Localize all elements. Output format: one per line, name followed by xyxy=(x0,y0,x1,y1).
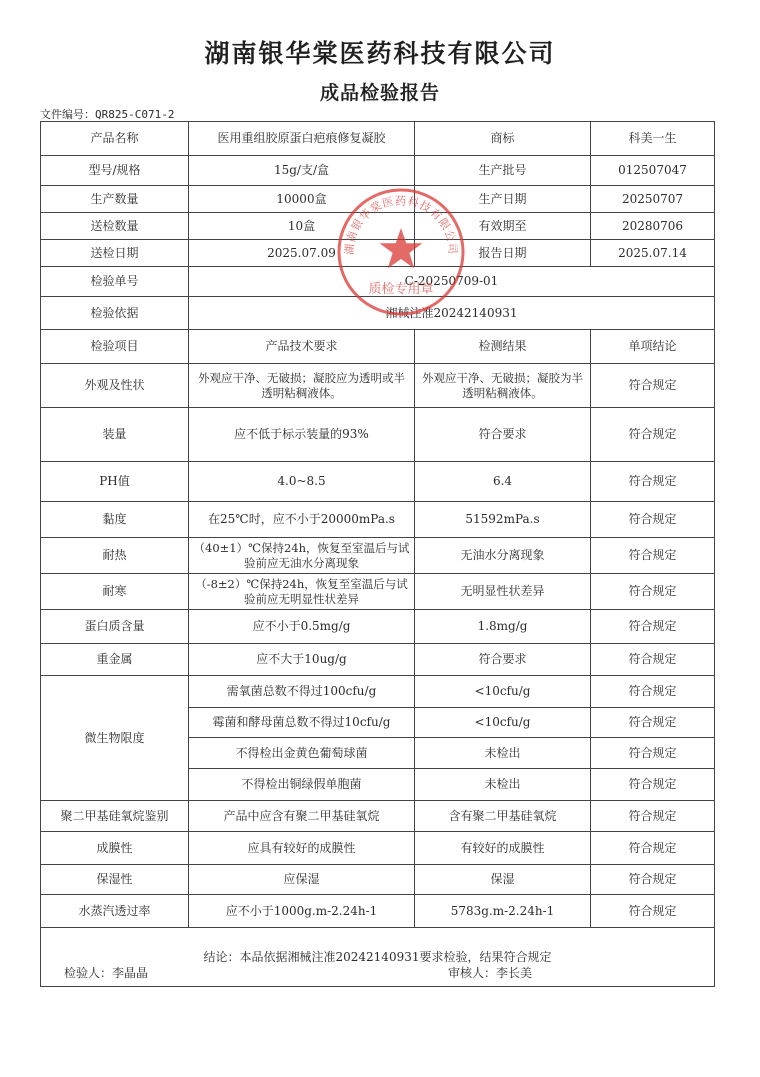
test-conclusion: 符合规定 xyxy=(591,895,715,928)
test-result: <10cfu/g xyxy=(415,676,591,708)
test-requirement: 应不大于10ug/g xyxy=(189,644,415,676)
test-requirement: 应不小于0.5mg/g xyxy=(189,610,415,644)
table-row xyxy=(41,865,715,895)
batch-value: 012507047 xyxy=(591,156,715,186)
table-row xyxy=(41,364,715,408)
table-row xyxy=(41,574,715,610)
test-item: PH值 xyxy=(41,462,189,502)
test-result: 外观应干净、无破损；凝胶为半透明粘稠液体。 xyxy=(415,364,591,408)
prod-date-value: 20250707 xyxy=(591,186,715,213)
test-conclusion: 符合规定 xyxy=(591,610,715,644)
col-item-header: 检验项目 xyxy=(41,330,189,364)
test-requirement: （40±1）℃保持24h，恢复至室温后与试验前应无油水分离现象 xyxy=(189,538,415,574)
test-requirement: 需氧菌总数不得过100cfu/g xyxy=(189,676,415,708)
file-number: 文件编号：QR825-C071-2 xyxy=(40,108,175,121)
test-requirement: 4.0~8.5 xyxy=(189,462,415,502)
test-result: 含有聚二甲基硅氧烷 xyxy=(415,801,591,832)
test-result: 51592mPa.s xyxy=(415,502,591,538)
test-conclusion: 符合规定 xyxy=(591,801,715,832)
test-item: 蛋白质含量 xyxy=(41,610,189,644)
test-result: 1.8mg/g xyxy=(415,610,591,644)
table-row xyxy=(41,408,715,462)
col-result-header: 检测结果 xyxy=(415,330,591,364)
report-date-value: 2025.07.14 xyxy=(591,240,715,267)
sample-qty-label: 送检数量 xyxy=(41,213,189,240)
test-result: 保湿 xyxy=(415,865,591,895)
table-row xyxy=(41,801,715,832)
prod-date-label: 生产日期 xyxy=(415,186,591,213)
test-conclusion: 符合规定 xyxy=(591,865,715,895)
table-row xyxy=(41,122,715,156)
stamp-sub-text: 质检专用章 xyxy=(368,282,434,297)
column-header-row xyxy=(41,330,715,364)
test-requirement: 应保湿 xyxy=(189,865,415,895)
trademark-label: 商标 xyxy=(415,122,591,156)
test-requirement: 应不低于标示装量的93% xyxy=(189,408,415,462)
quantity-value: 10000盒 xyxy=(189,186,415,213)
stamp-arc-text: 湖南银华棠医药科技有限公司 xyxy=(342,194,460,256)
table-row xyxy=(41,610,715,644)
submit-date-label: 送检日期 xyxy=(41,240,189,267)
table-row xyxy=(41,156,715,186)
conclusion-text: 结论：本品依据湘械注准20242140931要求检验，结果符合规定 xyxy=(41,928,715,987)
company-name: 湖南银华棠医药科技有限公司 xyxy=(204,39,556,68)
test-conclusion: 符合规定 xyxy=(591,502,715,538)
inspection-no-label: 检验单号 xyxy=(41,267,189,297)
expiry-value: 20280706 xyxy=(591,213,715,240)
table-row xyxy=(41,644,715,676)
table-row xyxy=(41,832,715,865)
test-conclusion: 符合规定 xyxy=(591,676,715,708)
test-item: 成膜性 xyxy=(41,832,189,865)
micro-item: 微生物限度 xyxy=(41,676,189,801)
table-row xyxy=(41,213,715,240)
test-conclusion: 符合规定 xyxy=(591,708,715,738)
test-requirement: 不得检出金黄色葡萄球菌 xyxy=(189,738,415,769)
product-name-label: 产品名称 xyxy=(41,122,189,156)
test-item: 外观及性状 xyxy=(41,364,189,408)
test-conclusion: 符合规定 xyxy=(591,574,715,610)
test-item: 聚二甲基硅氧烷鉴别 xyxy=(41,801,189,832)
report-title: 成品检验报告 xyxy=(319,82,440,104)
test-conclusion: 符合规定 xyxy=(591,769,715,801)
model-value: 15g/支/盒 xyxy=(189,156,415,186)
test-requirement: 不得检出铜绿假单胞菌 xyxy=(189,769,415,801)
table-row xyxy=(41,297,715,330)
inspector-signature: 检验人：李晶晶 xyxy=(64,966,149,980)
basis-value: 湘械注准20242140931 xyxy=(189,297,715,330)
test-item: 耐热 xyxy=(41,538,189,574)
test-result: 符合要求 xyxy=(415,644,591,676)
test-item: 水蒸汽透过率 xyxy=(41,895,189,928)
expiry-label: 有效期至 xyxy=(415,213,591,240)
test-result: 无明显性状差异 xyxy=(415,574,591,610)
table-row xyxy=(41,676,715,708)
test-conclusion: 符合规定 xyxy=(591,462,715,502)
test-result: <10cfu/g xyxy=(415,708,591,738)
test-result: 符合要求 xyxy=(415,408,591,462)
inspection-no-value: C-20250709-01 xyxy=(189,267,715,297)
test-item: 保湿性 xyxy=(41,865,189,895)
col-requirement-header: 产品技术要求 xyxy=(189,330,415,364)
test-item: 重金属 xyxy=(41,644,189,676)
col-conclusion-header: 单项结论 xyxy=(591,330,715,364)
test-requirement: 应具有较好的成膜性 xyxy=(189,832,415,865)
test-conclusion: 符合规定 xyxy=(591,364,715,408)
trademark-value: 科美一生 xyxy=(591,122,715,156)
test-requirement: （-8±2）℃保持24h，恢复至室温后与试验前应无明显性状差异 xyxy=(189,574,415,610)
test-requirement: 霉菌和酵母菌总数不得过10cfu/g xyxy=(189,708,415,738)
test-item: 装量 xyxy=(41,408,189,462)
reviewer-signature: 审核人：李长美 xyxy=(448,966,533,980)
inspection-table xyxy=(40,121,715,987)
table-row xyxy=(41,240,715,267)
basis-label: 检验依据 xyxy=(41,297,189,330)
table-row xyxy=(41,538,715,574)
table-row xyxy=(41,502,715,538)
model-label: 型号/规格 xyxy=(41,156,189,186)
test-result: 无油水分离现象 xyxy=(415,538,591,574)
test-requirement: 外观应干净、无破损；凝胶应为透明或半透明粘稠液体。 xyxy=(189,364,415,408)
sample-qty-value: 10盒 xyxy=(189,213,415,240)
table-row xyxy=(41,186,715,213)
test-result: 6.4 xyxy=(415,462,591,502)
test-item: 黏度 xyxy=(41,502,189,538)
test-result: 未检出 xyxy=(415,769,591,801)
test-requirement: 在25℃时，应不小于20000mPa.s xyxy=(189,502,415,538)
test-conclusion: 符合规定 xyxy=(591,644,715,676)
test-item: 耐寒 xyxy=(41,574,189,610)
test-conclusion: 符合规定 xyxy=(591,538,715,574)
test-result: 未检出 xyxy=(415,738,591,769)
test-result: 5783g.m-2.24h-1 xyxy=(415,895,591,928)
table-row xyxy=(41,267,715,297)
test-conclusion: 符合规定 xyxy=(591,832,715,865)
batch-label: 生产批号 xyxy=(415,156,591,186)
test-requirement: 产品中应含有聚二甲基硅氧烷 xyxy=(189,801,415,832)
quantity-label: 生产数量 xyxy=(41,186,189,213)
test-result: 有较好的成膜性 xyxy=(415,832,591,865)
test-conclusion: 符合规定 xyxy=(591,738,715,769)
test-requirement: 应不小于1000g.m-2.24h-1 xyxy=(189,895,415,928)
table-row xyxy=(41,462,715,502)
report-date-label: 报告日期 xyxy=(415,240,591,267)
test-conclusion: 符合规定 xyxy=(591,408,715,462)
product-name-value: 医用重组胶原蛋白疤痕修复凝胶 xyxy=(189,122,415,156)
submit-date-value: 2025.07.09 xyxy=(189,240,415,267)
table-row xyxy=(41,895,715,928)
